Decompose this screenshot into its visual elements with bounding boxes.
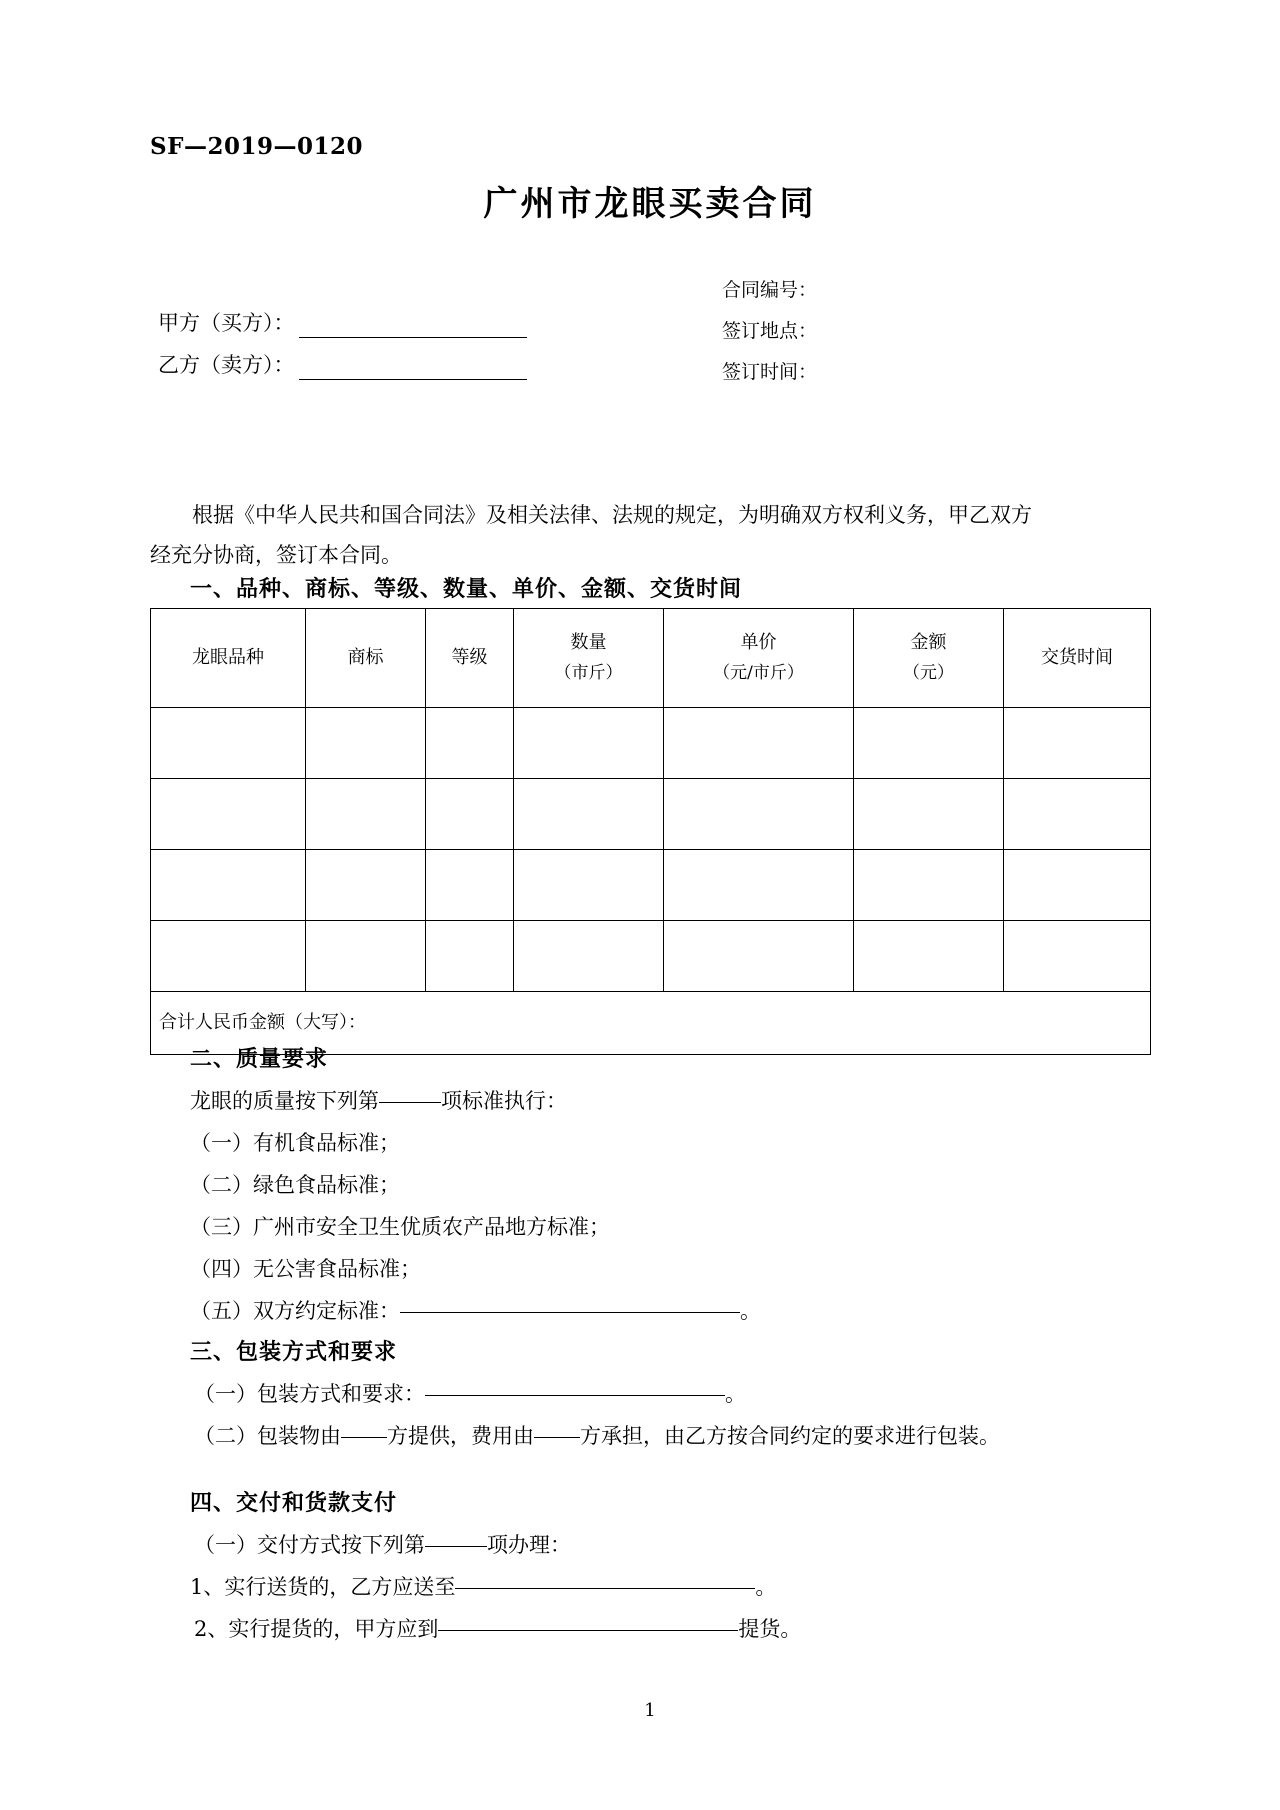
cell-variety[interactable]: [151, 850, 306, 921]
header-title: 交货时间: [1041, 647, 1113, 668]
delivery-option-1: [150, 1566, 1150, 1608]
delivery-option-1-before: 1、实行送货的，乙方应送至: [190, 1575, 456, 1599]
preamble-line-1: 根据《中华人民共和国合同法》及相关法律、法规的规定，为明确双方权利义务，甲乙双方: [192, 503, 1032, 527]
cell-unit-price[interactable]: [664, 850, 854, 921]
header-unit: （元/市斤）: [713, 663, 804, 683]
packing-method-after: 。: [725, 1382, 746, 1406]
delivery-option-2-before: 2、实行提货的，甲方应到: [194, 1617, 439, 1641]
header-cell-amount: [854, 609, 1004, 708]
parties-right-column: [722, 270, 817, 393]
pickup-address-blank[interactable]: [438, 1629, 738, 1631]
header-title: 等级: [451, 647, 488, 668]
section-3-heading: 三、包装方式和要求: [190, 1340, 398, 1365]
cell-grade[interactable]: [426, 779, 514, 850]
quality-option-5: [150, 1290, 1150, 1332]
delivery-option-2-after: 提货。: [738, 1617, 802, 1641]
section-1-heading: 一、品种、商标、等级、数量、单价、金额、交货时间: [190, 577, 743, 602]
header-title: 龙眼品种: [192, 647, 264, 668]
table-row[interactable]: [151, 850, 1151, 921]
parties-block: [150, 270, 1150, 390]
section-3: [150, 1333, 1150, 1457]
contract-no-label: 合同编号：: [722, 279, 818, 301]
cell-delivery-time[interactable]: [1004, 921, 1151, 992]
parties-left-column: [158, 302, 527, 386]
quality-intro-before: 龙眼的质量按下列第: [190, 1089, 379, 1113]
cell-unit-price[interactable]: [664, 779, 854, 850]
quality-option-2: （二）绿色食品标准；: [190, 1173, 400, 1197]
seller-label: 乙方（卖方）：: [158, 353, 295, 377]
header-title: 商标: [347, 647, 384, 668]
cell-amount[interactable]: [854, 850, 1004, 921]
page-number: 1: [644, 1700, 656, 1721]
cell-grade[interactable]: [426, 708, 514, 779]
packing-method-before: （一）包装方式和要求：: [194, 1382, 425, 1406]
quality-option-5-blank[interactable]: [400, 1311, 740, 1313]
packing-material-part-b: 方提供，费用由: [387, 1424, 534, 1448]
quality-intro-after: 项标准执行：: [441, 1089, 567, 1113]
goods-table: [150, 608, 1151, 1055]
quality-option-5-before: （五）双方约定标准：: [190, 1299, 400, 1323]
quality-option-4: （四）无公害食品标准；: [190, 1257, 421, 1281]
cell-quantity[interactable]: [514, 708, 664, 779]
delivery-method-before: （一）交付方式按下列第: [194, 1533, 425, 1557]
header-unit: （市斤）: [554, 663, 623, 683]
header-title: 单价: [740, 632, 777, 653]
buyer-label: 甲方（买方）：: [158, 311, 295, 335]
quality-option-5-after: 。: [740, 1299, 761, 1323]
table-row[interactable]: [151, 921, 1151, 992]
packing-material-part-a: （二）包装物由: [194, 1424, 341, 1448]
delivery-option-1-after: 。: [755, 1575, 777, 1599]
preamble-line-2: 经充分协商，签订本合同。: [150, 543, 402, 567]
table-row[interactable]: [151, 708, 1151, 779]
quality-standard-blank[interactable]: [379, 1101, 441, 1103]
header-cell-grade: [426, 609, 514, 708]
total-amount-cell[interactable]: 合计人民币金额（大写）：: [151, 992, 1151, 1055]
delivery-method-blank[interactable]: [425, 1545, 487, 1547]
packing-method-blank[interactable]: [425, 1394, 725, 1396]
section-4-heading: 四、交付和货款支付: [190, 1491, 398, 1516]
sign-time-label: 签订时间：: [722, 361, 818, 383]
cell-trademark[interactable]: [306, 850, 426, 921]
table-row[interactable]: [151, 779, 1151, 850]
cell-trademark[interactable]: [306, 779, 426, 850]
cell-quantity[interactable]: [514, 921, 664, 992]
seller-row: [158, 344, 527, 386]
header-cell-variety: [151, 609, 306, 708]
cell-grade[interactable]: [426, 921, 514, 992]
header-title: 金额: [910, 632, 947, 653]
preamble: [150, 495, 1150, 575]
section-1-heading-wrap: [150, 570, 1150, 610]
header-unit: （元）: [903, 663, 954, 683]
seller-input-line[interactable]: [299, 378, 527, 380]
packing-material-part-c: 方承担，由乙方按合同约定的要求进行包装。: [580, 1424, 1000, 1448]
delivery-method-clause: [150, 1524, 1150, 1566]
header-cell-quantity: [514, 609, 664, 708]
quality-option-1: （一）有机食品标准；: [190, 1131, 400, 1155]
packing-cost-blank[interactable]: [534, 1436, 580, 1438]
packing-method-clause: [150, 1373, 1150, 1415]
cell-variety[interactable]: [151, 708, 306, 779]
cell-trademark[interactable]: [306, 708, 426, 779]
cell-delivery-time[interactable]: [1004, 708, 1151, 779]
cell-variety[interactable]: [151, 921, 306, 992]
quality-standard-intro: [150, 1080, 1150, 1122]
sign-place-label: 签订地点：: [722, 320, 818, 342]
cell-quantity[interactable]: [514, 779, 664, 850]
cell-unit-price[interactable]: [664, 921, 854, 992]
header-cell-trademark: [306, 609, 426, 708]
goods-table-wrapper: [150, 608, 1150, 1055]
delivery-method-after: 项办理：: [487, 1533, 571, 1557]
cell-trademark[interactable]: [306, 921, 426, 992]
table-header-row: [151, 609, 1151, 708]
buyer-row: [158, 302, 527, 344]
cell-delivery-time[interactable]: [1004, 779, 1151, 850]
cell-amount[interactable]: [854, 921, 1004, 992]
cell-amount[interactable]: [854, 779, 1004, 850]
delivery-address-blank[interactable]: [455, 1587, 755, 1589]
cell-quantity[interactable]: [514, 850, 664, 921]
cell-delivery-time[interactable]: [1004, 850, 1151, 921]
cell-grade[interactable]: [426, 850, 514, 921]
packing-material-clause: [150, 1415, 1150, 1457]
cell-variety[interactable]: [151, 779, 306, 850]
delivery-option-2: [150, 1608, 1150, 1650]
document-code: SF—2019—0120: [150, 133, 363, 160]
cell-unit-price[interactable]: [664, 708, 854, 779]
cell-amount[interactable]: [854, 708, 1004, 779]
buyer-input-line[interactable]: [299, 336, 527, 338]
section-2: [150, 1040, 1150, 1332]
header-cell-delivery-time: [1004, 609, 1151, 708]
section-2-heading: 二、质量要求: [190, 1047, 329, 1072]
quality-option-3: （三）广州市安全卫生优质农产品地方标准；: [190, 1215, 610, 1239]
packing-provider-blank[interactable]: [341, 1436, 387, 1438]
goods-table-body: [151, 609, 1151, 1055]
header-cell-unit-price: [664, 609, 854, 708]
header-title: 数量: [570, 632, 607, 653]
page-title: 广州市龙眼买卖合同: [483, 184, 817, 224]
section-4: [150, 1484, 1150, 1650]
